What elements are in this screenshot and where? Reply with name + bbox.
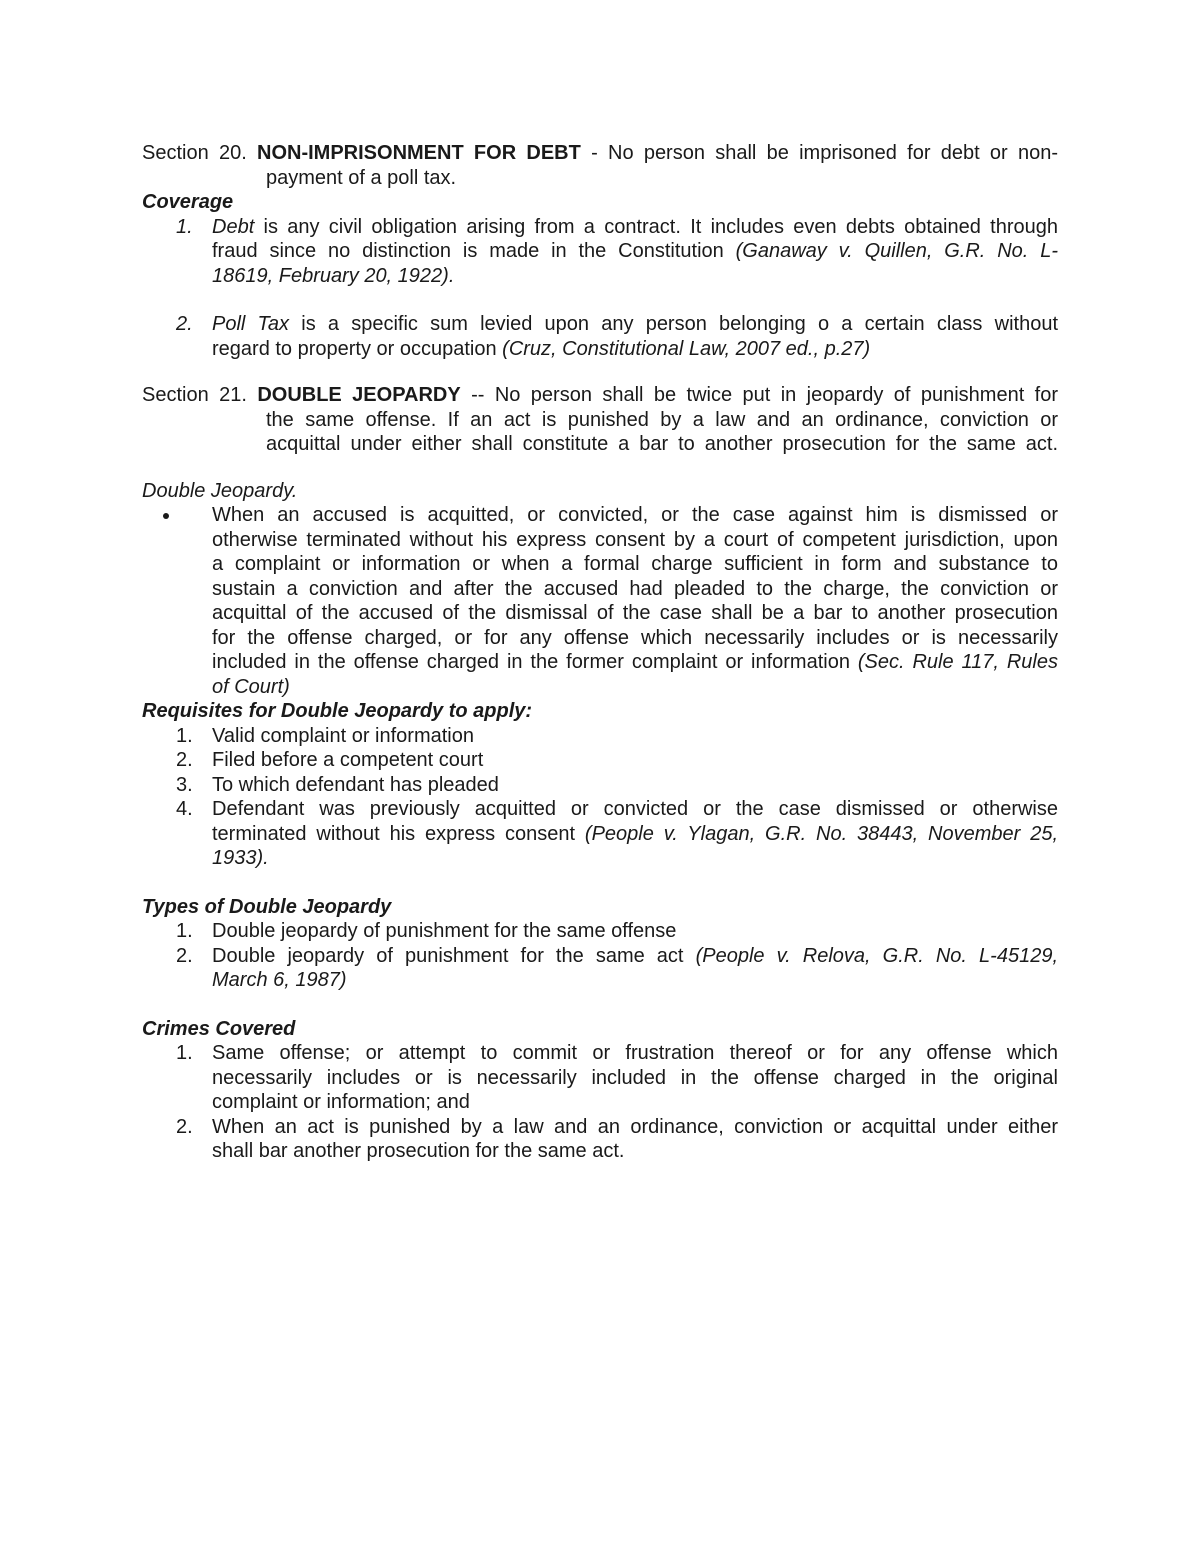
document-body [142, 141, 1058, 1164]
coverage-item-debt-line-1 [212, 215, 1058, 240]
section-21-text-1: -- No person shall be twice put in jeopardy of punishment for [460, 384, 1059, 406]
section-20 [142, 141, 1058, 190]
list-marker: 2. [176, 749, 193, 771]
coverage-item-poll-tax-line-1 [212, 312, 1058, 337]
citation-ylagan-cont: 1933). [212, 847, 269, 869]
crimes-2-line-2: shall bar another prosecution for the same act. [212, 1140, 625, 1162]
coverage-item-debt [142, 215, 1058, 289]
citation-rule-117-cont: of Court) [212, 675, 290, 698]
citation-cruz: (Cruz, Constitutional Law, 2007 ed., p.27) [502, 337, 871, 360]
list-marker: 1. [176, 920, 193, 942]
list-item [142, 748, 1058, 773]
requisite-4-line-1: Defendant was previously acquitted or convicted or the case dismissed or otherwise [212, 798, 1058, 820]
coverage-heading: Coverage [142, 191, 234, 213]
section-20-text-2: payment of a poll tax. [266, 166, 457, 189]
citation-relova: (People v. Relova, G.R. No. L-45129, [695, 944, 1059, 967]
requisite-text: Valid complaint or information [212, 724, 474, 747]
section-21 [142, 383, 1058, 457]
double-jeopardy-bullet [142, 503, 1058, 699]
requisite-text: To which defendant has pleaded [212, 773, 499, 796]
type-text: Double jeopardy of punishment for the same offense [212, 920, 677, 942]
crimes-1-line-2: necessarily includes or is necessarily included in the offense charged in the original [212, 1066, 1058, 1089]
list-marker: 1. [176, 215, 193, 238]
coverage-item-debt-text-2: fraud since no distinction is made in the Constitution [212, 240, 736, 262]
section-21-label: Section 21. [142, 384, 247, 406]
citation-rule-117: (Sec. Rule 117, Rules [857, 651, 1058, 673]
list-marker: 2. [176, 944, 193, 967]
section-21-line-1 [142, 383, 1058, 408]
crimes-1-line-1: Same offense; or attempt to commit or frustration thereof or for any offense which [212, 1042, 1058, 1064]
requisite-4-text-2: terminated without his express consent [212, 822, 585, 845]
list-item [142, 797, 1058, 871]
list-marker: 2. [176, 1115, 193, 1138]
crimes-heading: Crimes Covered [142, 1017, 296, 1040]
list-item [142, 919, 1058, 944]
requisites-heading: Requisites for Double Jeopardy to apply: [142, 700, 533, 722]
section-20-title: NON-IMPRISONMENT FOR DEBT [257, 142, 581, 164]
double-jeopardy-heading: Double Jeopardy. [142, 479, 298, 502]
bullet-line [212, 650, 1058, 675]
list-item [142, 1041, 1058, 1115]
term-poll-tax: Poll Tax [212, 313, 290, 335]
section-21-line-3 [142, 432, 1058, 457]
coverage-item-debt-line-2 [212, 239, 1058, 264]
bullet-line: When an accused is acquitted, or convicted, or the case against him is dismissed or [212, 504, 1058, 526]
section-21-text-2: the same offense. If an act is punished by a law and an ordinance, conviction or [266, 408, 1058, 431]
section-21-line-2 [142, 408, 1058, 433]
bullet-dot-icon [163, 513, 169, 519]
coverage-item-poll-tax-text-2: regard to property or occupation [212, 337, 503, 360]
list-item [142, 1115, 1058, 1164]
bullet-line: a complaint or information or when a formal charge sufficient in form and substance to [212, 553, 1058, 575]
type-2-text-1: Double jeopardy of punishment for the same act [212, 944, 696, 967]
types-heading: Types of Double Jeopardy [142, 895, 392, 918]
coverage-item-poll-tax-line-2 [212, 337, 1058, 362]
section-20-label: Section 20. [142, 142, 247, 164]
requisite-4-line-2 [212, 822, 1058, 847]
coverage-item-poll-tax [142, 312, 1058, 361]
section-21-text-3: acquittal under either shall constitute a bar to another prosecution for the same act. [266, 433, 1058, 455]
list-item [142, 773, 1058, 798]
term-debt: Debt [212, 215, 255, 238]
crimes-2-line-1: When an act is punished by a law and an ordinance, conviction or acquittal under either [212, 1115, 1058, 1138]
bullet-line-7-text: included in the offense charged in the former complaint or information [212, 651, 858, 673]
list-item [142, 944, 1058, 993]
list-marker: 1. [176, 724, 193, 747]
section-20-text-1: - No person shall be imprisoned for debt or non- [580, 142, 1058, 164]
bullet-line: otherwise terminated without his express consent by a court of competent jurisdiction, upon [212, 528, 1058, 551]
citation-relova-cont: March 6, 1987) [212, 969, 347, 991]
list-item [142, 724, 1058, 749]
section-20-line-2 [142, 166, 1058, 191]
bullet-line: for the offense charged, or for any offense which necessarily includes or is necessarily [212, 626, 1058, 649]
list-marker: 2. [176, 313, 193, 335]
crimes-1-line-3: complaint or information; and [212, 1091, 470, 1113]
list-marker: 3. [176, 773, 193, 796]
citation-ylagan: (People v. Ylagan, G.R. No. 38443, November 25, [584, 822, 1058, 845]
type-2-line-1 [212, 944, 1058, 969]
coverage-item-poll-tax-text-1: is a specific sum levied upon any person belonging o a certain class without [289, 313, 1058, 335]
citation-ganaway: (Ganaway v. Quillen, G.R. No. L- [735, 240, 1058, 262]
citation-ganaway-cont: 18619, February 20, 1922). [212, 264, 455, 287]
requisite-text: Filed before a competent court [212, 749, 484, 771]
bullet-line: acquittal of the accused of the dismissal of the case shall be a bar to another prosecution [212, 602, 1058, 624]
bullet-line: sustain a conviction and after the accused had pleaded to the charge, the conviction or [212, 577, 1058, 600]
list-marker: 4. [176, 798, 193, 820]
section-20-line-1 [142, 141, 1058, 166]
coverage-item-debt-text-1: is any civil obligation arising from a contract. It includes even debts obtained through [254, 215, 1058, 238]
list-marker: 1. [176, 1042, 193, 1064]
section-21-title: DOUBLE JEOPARDY [257, 384, 461, 406]
